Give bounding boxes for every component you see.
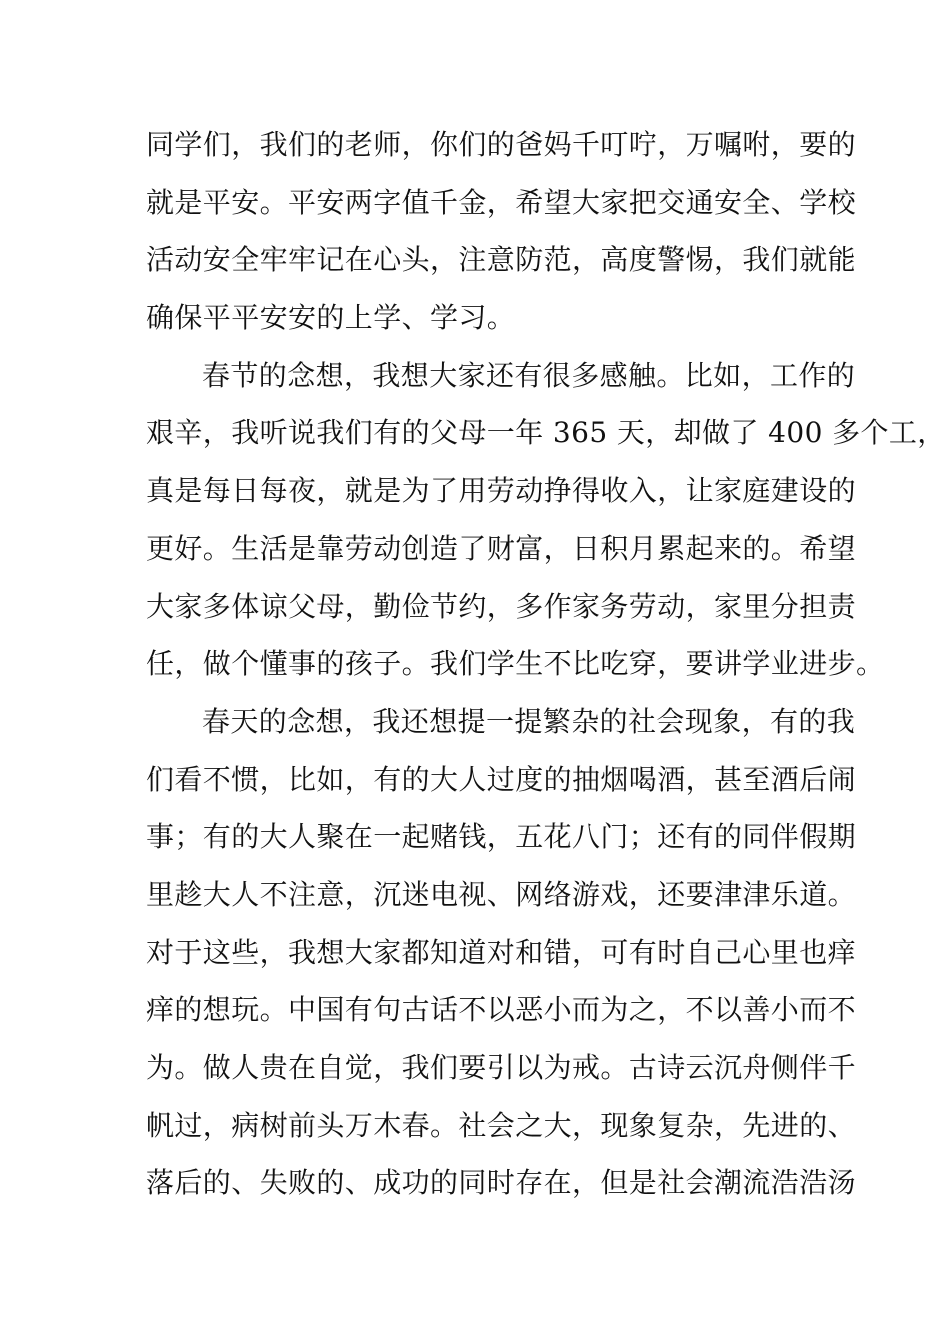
text-line: 活动安全牢牢记在心头，注意防范，高度警惕，我们就能 (146, 243, 857, 277)
paragraph-start-line: 春节的念想，我想大家还有很多感触。比如，工作的 (202, 358, 856, 392)
text-line: 里趁大人不注意，沉迷电视、网络游戏，还要津津乐道。 (146, 877, 857, 911)
text-line: 确保平平安安的上学、学习。 (146, 301, 516, 335)
body-text (146, 116, 946, 1212)
text-line: 任，做个懂事的孩子。我们学生不比吃穿，要讲学业进步。 (146, 647, 885, 681)
text-line: 帆过，病树前头万木春。社会之大，现象复杂，先进的、 (146, 1108, 857, 1142)
text-line: 艰辛，我听说我们有的父母一年 365 天，却做了 400 多个工， (146, 416, 946, 450)
text-line: 们看不惯，比如，有的大人过度的抽烟喝酒，甚至酒后闹 (146, 762, 857, 796)
text-line: 更好。生活是靠劳动创造了财富，日积月累起来的。希望 (146, 531, 857, 565)
text-line: 对于这些，我想大家都知道对和错，可有时自己心里也痒 (146, 935, 857, 969)
text-line: 落后的、失败的、成功的同时存在，但是社会潮流浩浩汤 (146, 1166, 857, 1200)
text-line: 大家多体谅父母，勤俭节约，多作家务劳动，家里分担责 (146, 589, 857, 623)
text-line: 就是平安。平安两字值千金，希望大家把交通安全、学校 (146, 185, 857, 219)
text-line: 为。做人贵在自觉，我们要引以为戒。古诗云沉舟侧伴千 (146, 1051, 857, 1084)
text-line: 真是每日每夜，就是为了用劳动挣得收入，让家庭建设的 (146, 474, 857, 508)
text-line: 痒的想玩。中国有句古话不以恶小而为之，不以善小而不 (146, 993, 857, 1027)
text-line: 事；有的大人聚在一起赌钱，五花八门；还有的同伴假期 (146, 820, 857, 854)
text-line: 同学们，我们的老师，你们的爸妈千叮咛，万嘱咐，要的 (146, 128, 857, 161)
paragraph-start-line: 春天的念想，我还想提一提繁杂的社会现象，有的我 (202, 704, 856, 738)
